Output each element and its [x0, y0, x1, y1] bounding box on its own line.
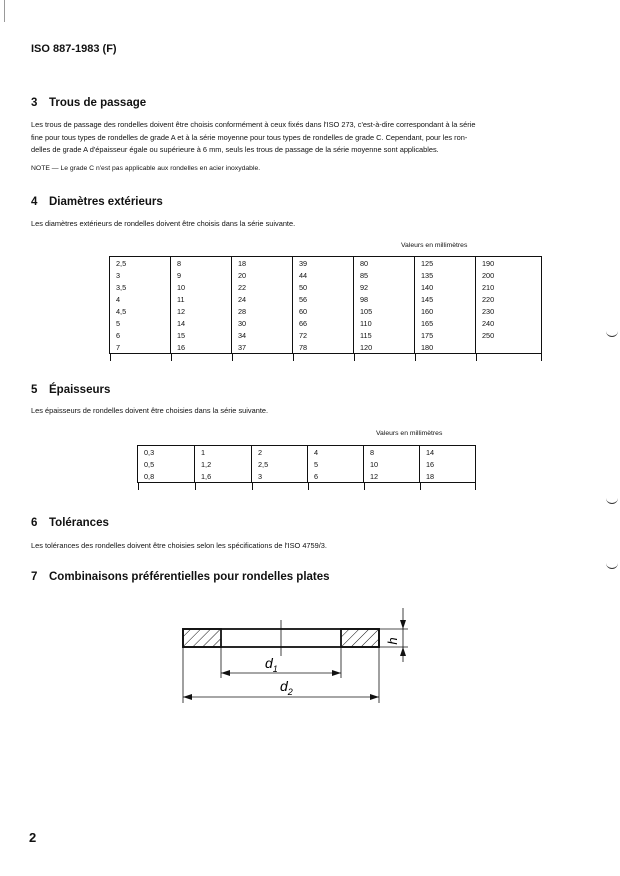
- table-cell: 0,8: [138, 470, 195, 483]
- section-3-line: Les trous de passage des rondelles doivent être choisis conformément à ceux fixés dans l'ISO 273, c'est-à-dire correspondant à la série: [31, 120, 476, 129]
- table-cell: 1,2: [195, 458, 252, 470]
- table-cell: 16: [171, 341, 232, 354]
- margin-rule: [4, 0, 5, 22]
- table-cell: 2: [252, 446, 308, 459]
- table-cell: 4,5: [110, 305, 171, 317]
- table-cell: 2,5: [110, 257, 171, 270]
- d2-label-sub: 2: [287, 687, 293, 697]
- table-row: [110, 269, 542, 281]
- table-cell: 20: [232, 269, 293, 281]
- table-cell: 110: [354, 317, 415, 329]
- table-cell: 105: [354, 305, 415, 317]
- table-tick: [195, 483, 196, 490]
- table-cell: 34: [232, 329, 293, 341]
- h-arrow-top: [400, 620, 406, 629]
- table-cell: 8: [364, 446, 420, 459]
- table-tick: [293, 354, 294, 361]
- table-tick: [476, 354, 477, 361]
- table-tick: [475, 483, 476, 490]
- table-cell: 0,3: [138, 446, 195, 459]
- table-tick: [415, 354, 416, 361]
- table-cell: 160: [415, 305, 476, 317]
- section-6-number: 6: [31, 517, 38, 529]
- table-cell: 10: [364, 458, 420, 470]
- d2-arrow-right: [370, 694, 379, 700]
- d1-arrow-right: [332, 670, 341, 676]
- section-3-line: fine pour tous types de rondelles de grade A et à la série moyenne pour tous types de rondelles de grade C. Cependant, pour les ron-: [31, 132, 468, 142]
- table-cell: 12: [171, 305, 232, 317]
- table-cell: 180: [415, 341, 476, 354]
- table-cell: 39: [293, 257, 354, 270]
- table-cell: 22: [232, 281, 293, 293]
- table-row: [110, 305, 542, 317]
- table-tick: [364, 483, 365, 490]
- table-cell: 14: [420, 446, 476, 459]
- table-cell: [476, 341, 542, 354]
- section-5-units: Valeurs en millimètres: [376, 430, 443, 437]
- document-header: ISO 887-1983 (F): [31, 43, 117, 55]
- table-cell: 5: [308, 458, 364, 470]
- table-cell: 230: [476, 305, 542, 317]
- table-cell: 3: [252, 470, 308, 483]
- section-4-title: Diamètres extérieurs: [49, 196, 163, 208]
- section-6-text: Les tolérances des rondelles doivent être choisies selon les spécifications de l'ISO 4759/3.: [31, 541, 327, 550]
- table-tick: [354, 354, 355, 361]
- table-cell: 85: [354, 269, 415, 281]
- table-cell: 6: [308, 470, 364, 483]
- table-cell: 10: [171, 281, 232, 293]
- table-cell: 200: [476, 269, 542, 281]
- table-cell: 92: [354, 281, 415, 293]
- table-cell: 1,6: [195, 470, 252, 483]
- table-cell: 98: [354, 293, 415, 305]
- h-arrow-bottom: [400, 647, 406, 656]
- table-cell: 115: [354, 329, 415, 341]
- section-3-paragraph: [31, 119, 561, 157]
- edge-mark: [606, 562, 618, 569]
- table-tick: [171, 354, 172, 361]
- table-cell: 56: [293, 293, 354, 305]
- table-cell: 4: [308, 446, 364, 459]
- table-cell: 18: [232, 257, 293, 270]
- washer-figure: [170, 600, 430, 712]
- table-cell: 80: [354, 257, 415, 270]
- table-cell: 135: [415, 269, 476, 281]
- table-row: [138, 470, 476, 483]
- table-cell: 7: [110, 341, 171, 354]
- section-5-heading: [31, 384, 110, 396]
- table-cell: 60: [293, 305, 354, 317]
- table-cell: 44: [293, 269, 354, 281]
- table-cell: 220: [476, 293, 542, 305]
- edge-mark: [606, 330, 618, 337]
- table-cell: 24: [232, 293, 293, 305]
- table-cell: 4: [110, 293, 171, 305]
- section-3-note: NOTE — Le grade C n'est pas applicable aux rondelles en acier inoxydable.: [31, 165, 261, 172]
- h-label: h: [385, 637, 400, 645]
- table-cell: 240: [476, 317, 542, 329]
- section-4-heading: [31, 196, 163, 208]
- section-5-text: Les épaisseurs de rondelles doivent être choisies dans la série suivante.: [31, 406, 269, 415]
- outer-diameters-table: [109, 256, 542, 354]
- section-3-number: 3: [31, 97, 38, 109]
- table-tick: [308, 483, 309, 490]
- washer-right-section: [341, 629, 379, 647]
- table-cell: 12: [364, 470, 420, 483]
- section-3-title: Trous de passage: [49, 97, 147, 109]
- table-cell: 120: [354, 341, 415, 354]
- table-cell: 28: [232, 305, 293, 317]
- table-tick: [541, 354, 542, 361]
- table-cell: 9: [171, 269, 232, 281]
- table-row: [138, 458, 476, 470]
- table-cell: 190: [476, 257, 542, 270]
- section-3-line: delles de grade A d'épaisseur égale ou supérieure à 6 mm, seuls les trous de passage de la série moyenne sont applicables.: [31, 145, 439, 154]
- section-4-text: Les diamètres extérieurs de rondelles doivent être choisis dans la série suivante.: [31, 219, 296, 228]
- d1-label: [265, 655, 278, 674]
- table-row: [110, 281, 542, 293]
- section-4-number: 4: [31, 196, 38, 208]
- table-cell: 30: [232, 317, 293, 329]
- d1-arrow-left: [221, 670, 230, 676]
- section-4-units: Valeurs en millimètres: [401, 242, 468, 249]
- table-cell: 16: [420, 458, 476, 470]
- table-cell: 1: [195, 446, 252, 459]
- table-row: [110, 257, 542, 270]
- table-cell: 145: [415, 293, 476, 305]
- table-cell: 3: [110, 269, 171, 281]
- table-cell: 14: [171, 317, 232, 329]
- table-cell: 0,5: [138, 458, 195, 470]
- d1-label-sub: 1: [272, 664, 278, 674]
- table-row: [110, 317, 542, 329]
- table-row: [110, 293, 542, 305]
- d2-arrow-left: [183, 694, 192, 700]
- table-cell: 50: [293, 281, 354, 293]
- table-cell: 78: [293, 341, 354, 354]
- d2-label: [280, 678, 293, 697]
- table-cell: 18: [420, 470, 476, 483]
- table-cell: 2,5: [252, 458, 308, 470]
- section-6-heading: [31, 517, 109, 529]
- table-cell: 140: [415, 281, 476, 293]
- table-cell: 11: [171, 293, 232, 305]
- table-row: [110, 341, 542, 354]
- thickness-table: [137, 445, 476, 483]
- table-cell: 8: [171, 257, 232, 270]
- section-7-title: Combinaisons préférentielles pour rondelles plates: [49, 571, 330, 583]
- table-cell: 37: [232, 341, 293, 354]
- table-row: [138, 446, 476, 459]
- table-cell: 165: [415, 317, 476, 329]
- washer-left-section: [183, 629, 221, 647]
- table-tick: [110, 354, 111, 361]
- table-cell: 250: [476, 329, 542, 341]
- table-row: [110, 329, 542, 341]
- page-number: 2: [29, 830, 37, 845]
- section-3-heading: [31, 97, 146, 109]
- table-cell: 125: [415, 257, 476, 270]
- table-cell: 5: [110, 317, 171, 329]
- table-tick: [138, 483, 139, 490]
- section-7-number: 7: [31, 571, 38, 583]
- table-cell: 72: [293, 329, 354, 341]
- table-cell: 15: [171, 329, 232, 341]
- section-6-title: Tolérances: [49, 517, 109, 529]
- table-tick: [252, 483, 253, 490]
- table-cell: 6: [110, 329, 171, 341]
- section-5-number: 5: [31, 384, 38, 396]
- table-cell: 175: [415, 329, 476, 341]
- d2-label-main: d: [280, 678, 288, 694]
- table-cell: 210: [476, 281, 542, 293]
- d1-label-main: d: [265, 655, 273, 671]
- section-5-title: Épaisseurs: [49, 384, 111, 396]
- section-7-heading: [31, 571, 330, 583]
- table-cell: 3,5: [110, 281, 171, 293]
- edge-mark: [606, 497, 618, 504]
- table-cell: 66: [293, 317, 354, 329]
- table-tick: [232, 354, 233, 361]
- table-tick: [420, 483, 421, 490]
